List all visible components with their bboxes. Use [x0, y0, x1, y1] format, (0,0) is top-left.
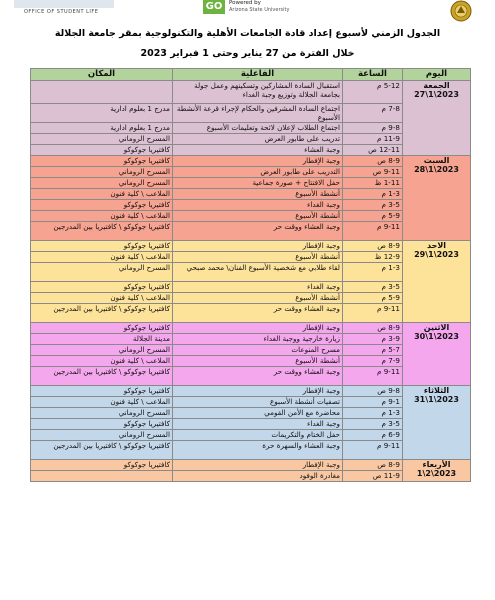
time-cell: 8-9 ص	[343, 156, 403, 167]
activity-cell: تدريب على طابور العرض	[173, 134, 343, 145]
location-cell: المسرح الروماني	[31, 134, 173, 145]
location-cell: كافتيريا جوكوكو	[31, 419, 173, 430]
time-cell: 3-5 م	[343, 419, 403, 430]
activity-cell: وجبة العشاء ووقت حر	[173, 367, 343, 386]
time-cell: 9-11 م	[343, 222, 403, 241]
university-seal-icon	[448, 0, 474, 22]
location-cell: مدرج 1 بعلوم ادارية	[31, 104, 173, 123]
time-cell: 5-9 م	[343, 293, 403, 304]
location-cell: كافتيريا جوكوكو \ كافتيريا بين المدرجين	[31, 367, 173, 386]
location-cell: كافتيريا جوكوكو \ كافتيريا بين المدرجين	[31, 441, 173, 460]
student-life-logo	[14, 0, 114, 16]
location-cell: الملاعب \ كلية فنون	[31, 211, 173, 222]
location-cell: الملاعب \ كلية فنون	[31, 293, 173, 304]
activity-cell: وجبة الإفطار	[173, 241, 343, 252]
time-cell: 7-8 م	[343, 104, 403, 123]
activity-cell: مغادرة الوفود	[173, 471, 343, 482]
go-asu-logo	[203, 0, 301, 16]
location-cell: كافتيريا جوكوكو \ كافتيريا بين المدرجين	[31, 304, 173, 323]
activity-cell: زيارة خارجية ووجبة الغداء	[173, 334, 343, 345]
page-title: الجدول الزمني لأسبوع إعداد قادة الجامعات الأهلية والتكنولوجية بمقر جامعة الجلالة	[54, 28, 441, 39]
location-cell: كافتيريا جوكوكو	[31, 386, 173, 397]
location-cell: المسرح الروماني	[31, 430, 173, 441]
time-cell: 3-5 م	[343, 282, 403, 293]
schedule-header-row	[31, 69, 471, 81]
time-cell: 9-8 م	[343, 123, 403, 134]
time-cell: 8-9 ص	[343, 323, 403, 334]
day-cell: الأربعاء 2023\2\1	[403, 460, 471, 482]
day-cell: الاثنين 2023\1\30	[403, 323, 471, 386]
go-logo-mark: GO	[203, 0, 225, 14]
activity-cell: حفل الافتتاح + صورة جماعية	[173, 178, 343, 189]
go-logo-university: Arizona State University	[229, 7, 290, 13]
location-cell: مدرج 1 بعلوم ادارية	[31, 123, 173, 134]
activity-cell: محاضرة مع الأمن القومي	[173, 408, 343, 419]
time-cell: 8-9 ص	[343, 241, 403, 252]
page-subtitle: خلال الفترة من 27 يناير وحتى 1 فبراير 2023	[140, 48, 355, 59]
student-life-logo-text: OFFICE OF STUDENT LIFE	[24, 9, 99, 15]
header-time: الساعة	[343, 69, 403, 81]
activity-cell: اجتماع الطلاب لإعلان لائحة وتعليمات الأسبوع	[173, 123, 343, 134]
time-cell: 9-11 م	[343, 441, 403, 460]
activity-cell: وجبة الغداء	[173, 282, 343, 293]
time-cell: 11-9 ص	[343, 471, 403, 482]
time-cell: 12-9 ظ	[343, 252, 403, 263]
time-cell: 5-12 م	[343, 81, 403, 104]
activity-cell: وجبة الإفطار	[173, 386, 343, 397]
activity-cell: تصفيات أنشطة الأسبوع	[173, 397, 343, 408]
day-cell: السبت 2023\1\28	[403, 156, 471, 241]
logo-bar	[14, 0, 114, 8]
time-cell: 5-7 م	[343, 345, 403, 356]
activity-cell: اجتماع السادة المشرفين والحكام لإجراء قرعة الأنشطة الأسبوع	[173, 104, 343, 123]
schedule-body	[31, 81, 471, 482]
header-day: اليوم	[403, 69, 471, 81]
schedule-row	[31, 460, 471, 471]
location-cell: المسرح الروماني	[31, 345, 173, 356]
time-cell: 12-11 ص	[343, 145, 403, 156]
time-cell: 1-11 ظ	[343, 178, 403, 189]
activity-cell: أنشطة الأسبوع	[173, 356, 343, 367]
location-cell	[31, 81, 173, 104]
location-cell: الملاعب \ كلية فنون	[31, 189, 173, 200]
activity-cell: وجبة الإفطار	[173, 460, 343, 471]
day-cell: الثلاثاء 2023\1\31	[403, 386, 471, 460]
location-cell: الملاعب \ كلية فنون	[31, 252, 173, 263]
time-cell: 1-3 م	[343, 408, 403, 419]
location-cell: المسرح الروماني	[31, 167, 173, 178]
time-cell: 9-11 ص	[343, 167, 403, 178]
activity-cell: أنشطة الأسبوع	[173, 252, 343, 263]
activity-cell: وجبة الغداء	[173, 200, 343, 211]
location-cell: كافتيريا جوكوكو	[31, 145, 173, 156]
activity-cell: استقبال السادة المشاركين وتسكينهم وعمل جولة بجامعة الجلالة وتوزيع وجبة الغداء	[173, 81, 343, 104]
location-cell: الملاعب \ كلية فنون	[31, 397, 173, 408]
activity-cell: وجبة الغداء	[173, 419, 343, 430]
time-cell: 9-1 م	[343, 397, 403, 408]
schedule-row	[31, 156, 471, 167]
schedule-row	[31, 81, 471, 104]
location-cell: كافتيريا جوكوكو	[31, 323, 173, 334]
activity-cell: وجبة الإفطار	[173, 156, 343, 167]
location-cell: كافتيريا جوكوكو	[31, 156, 173, 167]
schedule-row	[31, 241, 471, 252]
location-cell: كافتيريا جوكوكو	[31, 282, 173, 293]
time-cell: 1-3 م	[343, 263, 403, 282]
location-cell: المسرح الروماني	[31, 178, 173, 189]
location-cell: المسرح الروماني	[31, 263, 173, 282]
time-cell: 5-9 م	[343, 211, 403, 222]
activity-cell: مسرح المنوعات	[173, 345, 343, 356]
activity-cell: التدريب على طابور العرض	[173, 167, 343, 178]
time-cell: 9-11 م	[343, 367, 403, 386]
activity-cell: وجبة العشاء ووقت حر	[173, 222, 343, 241]
activity-cell: وجبة العشاء	[173, 145, 343, 156]
location-cell: كافتيريا جوكوكو	[31, 200, 173, 211]
day-cell: الجمعة 2023\1\27	[403, 81, 471, 156]
time-cell: 6-9 م	[343, 430, 403, 441]
schedule-table	[30, 68, 471, 482]
time-cell: 7-9 م	[343, 356, 403, 367]
header-activity: الفاعلية	[173, 69, 343, 81]
activity-cell: أنشطة الأسبوع	[173, 189, 343, 200]
activity-cell: حفل الختام والتكريمات	[173, 430, 343, 441]
day-cell: الاحد 2023\1\29	[403, 241, 471, 323]
activity-cell: وجبة الإفطار	[173, 323, 343, 334]
location-cell: مدينة الجلالة	[31, 334, 173, 345]
time-cell: 11-9 م	[343, 134, 403, 145]
location-cell: المسرح الروماني	[31, 408, 173, 419]
time-cell: 8-9 ص	[343, 460, 403, 471]
activity-cell: أنشطة الأسبوع	[173, 293, 343, 304]
go-logo-powered: Powered by	[229, 0, 261, 6]
schedule-row	[31, 386, 471, 397]
time-cell: 9-11 م	[343, 304, 403, 323]
location-cell: كافتيريا جوكوكو	[31, 460, 173, 471]
location-cell	[31, 471, 173, 482]
time-cell: 9-8 ص	[343, 386, 403, 397]
location-cell: الملاعب \ كلية فنون	[31, 356, 173, 367]
location-cell: كافتيريا جوكوكو \ كافتيريا بين المدرجين	[31, 222, 173, 241]
activity-cell: وجبة العشاء والسهرة حرة	[173, 441, 343, 460]
time-cell: 3-9 م	[343, 334, 403, 345]
schedule-row	[31, 323, 471, 334]
location-cell: كافتيريا جوكوكو	[31, 241, 173, 252]
activity-cell: وجبة العشاء ووقت حر	[173, 304, 343, 323]
activity-cell: أنشطة الأسبوع	[173, 211, 343, 222]
activity-cell: لقاء طلابي مع شخصية الأسبوع الفنان\ محمد صبحي	[173, 263, 343, 282]
time-cell: 1-3 م	[343, 189, 403, 200]
header-location: المكان	[31, 69, 173, 81]
time-cell: 3-5 م	[343, 200, 403, 211]
